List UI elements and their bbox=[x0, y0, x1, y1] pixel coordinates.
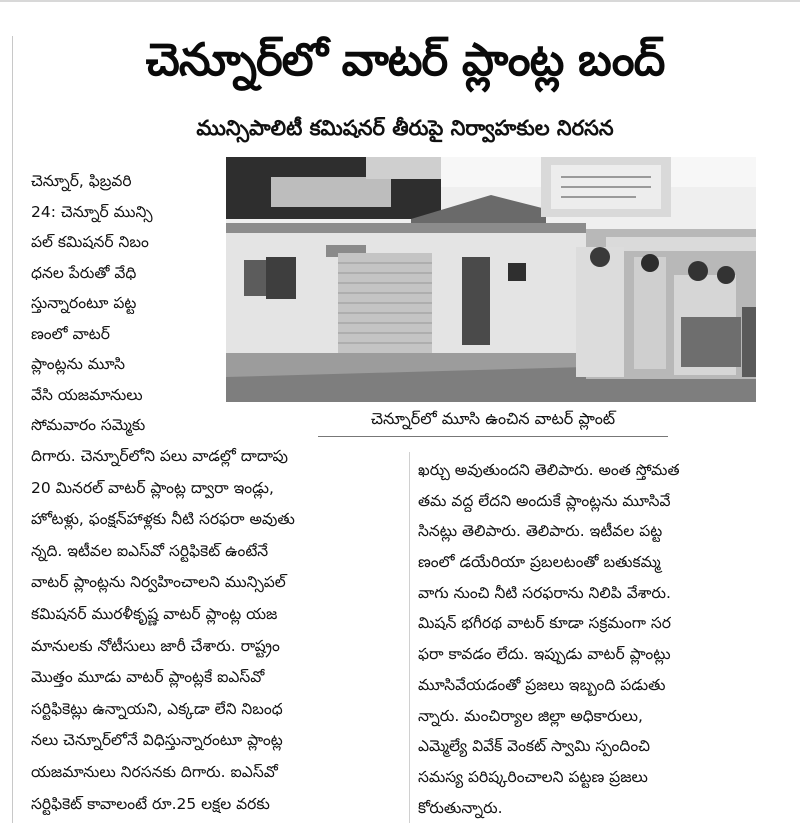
text-line: తమ వద్ద లేదని అందుకే ప్లాంట్లను మూసివే bbox=[418, 491, 671, 510]
subheadline: మున్సిపాలిటీ కమిషనర్ తీరుపై నిర్వాహకుల నిరసన bbox=[196, 116, 614, 140]
text-line: కోరుతున్నారు. bbox=[418, 798, 503, 817]
text-line: యజమానులు నిరసనకు దిగారు. ఐఎస్‌వో bbox=[31, 762, 278, 781]
text-line: ప్లాంట్లను మూసి bbox=[31, 355, 125, 373]
news-photo bbox=[226, 157, 756, 402]
photo-caption: చెన్నూర్‌లో మూసి ఉంచిన వాటర్ ప్లాంట్ bbox=[318, 404, 668, 434]
article-column-left bbox=[31, 441, 403, 820]
text-line: వాటర్ ప్లాంట్లను నిర్వహించాలని మున్సిపల్ bbox=[31, 573, 286, 592]
text-line: 24: చెన్నూర్ మున్సి bbox=[31, 202, 153, 221]
text-line: సమస్య పరిష్కరించాలని పట్టణ ప్రజలు bbox=[418, 767, 648, 786]
text-line: సర్టిఫికెట్ కావాలంటే రూ.25 లక్షల వరకు bbox=[31, 794, 270, 813]
text-line: సినట్లు తెలిపారు. తెలిపారు. ఇటీవల పట్ట bbox=[418, 522, 663, 541]
text-line: మూసివేయడంతో ప్రజలు ఇబ్బంది పడుతు bbox=[418, 675, 666, 694]
article-column-right bbox=[418, 455, 754, 823]
text-line: సోమవారం సమ్మెకు bbox=[31, 416, 146, 434]
article-column-narrow bbox=[31, 166, 221, 441]
caption-underline bbox=[318, 436, 668, 437]
text-line: ఖర్చు అవుతుందని తెలిపారు. అంత స్తోమత bbox=[418, 461, 680, 479]
column-divider bbox=[409, 452, 410, 823]
text-line: న్నది. ఇటీవల ఐఎస్‌వో సర్టిఫికెట్ ఉంటేనే bbox=[31, 541, 269, 560]
text-line: 20 మినరల్ వాటర్ ప్లాంట్ల ద్వారా ఇండ్లు, bbox=[31, 478, 274, 497]
text-line: న్నారు. మంచిర్యాల జిల్లా అధికారులు, bbox=[418, 706, 643, 725]
text-line: వాగు నుంచి నీటి సరఫరాను నిలిపి వేశారు. bbox=[418, 583, 671, 602]
text-line: మానులకు నోటీసులు జారీ చేశారు. రాష్ట్రం bbox=[31, 636, 280, 655]
text-line: ధనల పేరుతో వేధి bbox=[31, 263, 137, 282]
text-line: దిగారు. చెన్నూర్‌లోని పలు వాడల్లో దాదాపు bbox=[31, 447, 288, 465]
text-line: స్తున్నారంటూ పట్ట bbox=[31, 294, 137, 312]
headline: చెన్నూర్‌లో వాటర్ ప్లాంట్ల బంద్ bbox=[145, 33, 665, 86]
text-line: చెన్నూర్, ఫిబ్రవరి bbox=[31, 172, 132, 190]
top-rule bbox=[0, 0, 800, 2]
text-line: ఎమ్మెల్యే వివేక్ వెంకట్ స్వామి స్పందించి bbox=[418, 737, 651, 756]
text-line: ణంలో డయేరియా ప్రబలటంతో బతుకమ్మ bbox=[418, 553, 661, 572]
text-line: సర్టిఫికెట్లు ఉన్నాయని, ఎక్కడా లేని నిబంధ bbox=[31, 699, 283, 718]
left-column-rule bbox=[12, 36, 13, 823]
text-line: ఫరా కావడం లేదు. ఇప్పుడు వాటర్ ప్లాంట్లు bbox=[418, 645, 671, 664]
text-line: ణంలో వాటర్ bbox=[31, 324, 110, 343]
text-line: కమిషనర్ మురళీకృష్ణ వాటర్ ప్లాంట్ల యజ bbox=[31, 604, 278, 623]
text-line: మిషన్ భగీరథ వాటర్ కూడా సక్రమంగా సర bbox=[418, 614, 671, 633]
text-line: మొత్తం మూడు వాటర్ ప్లాంట్లకే ఐఎస్‌వో bbox=[31, 668, 265, 687]
text-line: నలు చెన్నూర్‌లోనే విధిస్తున్నారంటూ ప్లాంట్ల bbox=[31, 731, 283, 750]
text-line: పల్ కమిషనర్ నిబం bbox=[31, 233, 149, 251]
text-line: వేసి యజమానులు bbox=[31, 385, 143, 404]
text-line: హోటళ్లు, ఫంక్షన్‌హాళ్లకు నీటి సరఫరా అవుతు bbox=[31, 510, 295, 529]
